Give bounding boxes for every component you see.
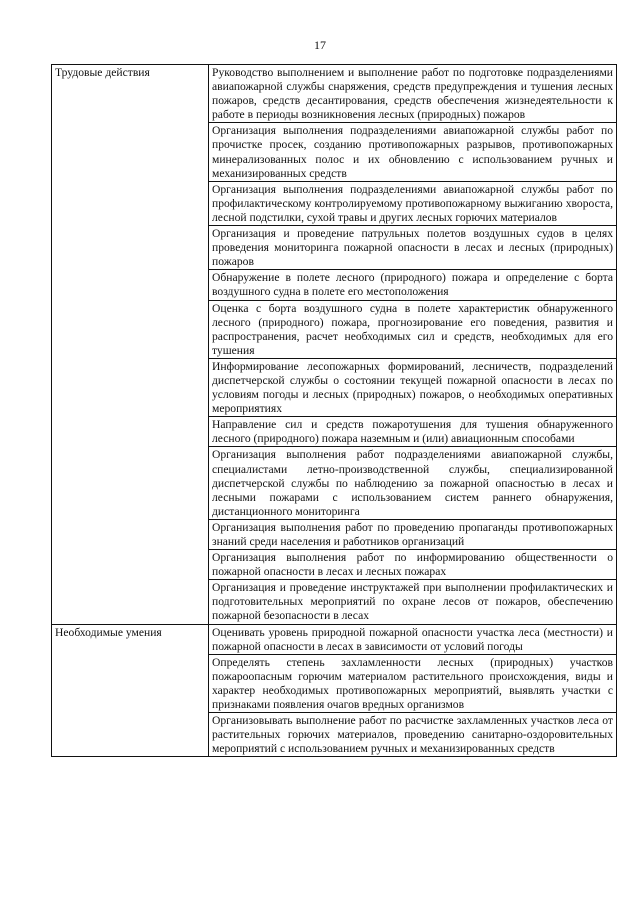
labor-action-item: Обнаружение в полете лесного (природного) пожара и определение с борта воздушного судна в полете его местоположения: [209, 270, 617, 300]
labor-action-item: Организация выполнения работ подразделениями авиапожарной службы, специалистами летно-производственной службы, специализированной диспетчерской службы по наблюдению за пожарной опасностью в лесах и лесными пожарами с использованием систем раннего обнаружения, дистанционного мониторинга: [209, 447, 617, 519]
section-label-labor-actions: Трудовые действия: [52, 65, 209, 625]
labor-action-item: Организация выполнения работ по проведению пропаганды противопожарных знаний среди населения и работников организаций: [209, 519, 617, 549]
skill-item: Организовывать выполнение работ по расчистке захламленных участков леса от растительных горючих материалов, проведению санитарно-оздоровительных мероприятий с использованием ручных и механизированных средств: [209, 713, 617, 757]
labor-action-item: Организация и проведение патрульных полетов воздушных судов в целях проведения мониторинга пожарной опасности в лесах и лесных (природных) пожаров: [209, 226, 617, 270]
labor-action-item: Руководство выполнением и выполнение работ по подготовке подразделениями авиапожарной службы снаряжения, средств предупреждения и тушения лесных пожаров, средств десантирования, средств обеспечения жизнедеятельности к работе в периоды возникновения лесных (природных) пожаров: [209, 65, 617, 123]
labor-action-item: Организация выполнения подразделениями авиапожарной службы работ по прочистке просек, созданию противопожарных разрывов, противопожарных минерализованных полос и их обновлению с использованием ручных и механизированных средств: [209, 123, 617, 181]
table-row: [52, 624, 617, 654]
labor-action-item: Направление сил и средств пожаротушения для тушения обнаруженного лесного (природного) пожара наземным и (или) авиационным способами: [209, 417, 617, 447]
labor-action-item: Организация выполнения подразделениями авиапожарной службы работ по профилактическому контролируемому противопожарному выжиганию хвороста, лесной подстилки, сухой травы и других лесных горючих материалов: [209, 181, 617, 225]
labor-action-item: Оценка с борта воздушного судна в полете характеристик обнаруженного лесного (природного) пожара, прогнозирование его поведения, развития и распространения, расчет необходимых сил и средств, необходимых для его тушения: [209, 300, 617, 358]
skill-item: Оценивать уровень природной пожарной опасности участка леса (местности) и пожарной опасности в лесах в зависимости от условий погоды: [209, 624, 617, 654]
labor-action-item: Организация и проведение инструктажей при выполнении профилактических и подготовительных мероприятий по охране лесов от пожаров, обеспечению пожарной безопасности в лесах: [209, 580, 617, 624]
labor-action-item: Информирование лесопожарных формирований, лесничеств, подразделений диспетчерской службы о состоянии текущей пожарной опасности в лесах по условиям погоды и лесных (природных) пожаров, о необходимых оперативных мероприятиях: [209, 358, 617, 416]
competency-table: [51, 64, 617, 757]
table-row: [52, 65, 617, 123]
page-number: 17: [314, 38, 326, 52]
section-label-required-skills: Необходимые умения: [52, 624, 209, 757]
labor-action-item: Организация выполнения работ по информированию общественности о пожарной опасности в лесах и лесных пожарах: [209, 550, 617, 580]
skill-item: Определять степень захламленности лесных (природных) участков пожароопасным горючим материалом растительного происхождения, виды и характер необходимых противопожарных мероприятий, выявлять участки с признаками появления очагов вредных организмов: [209, 654, 617, 712]
